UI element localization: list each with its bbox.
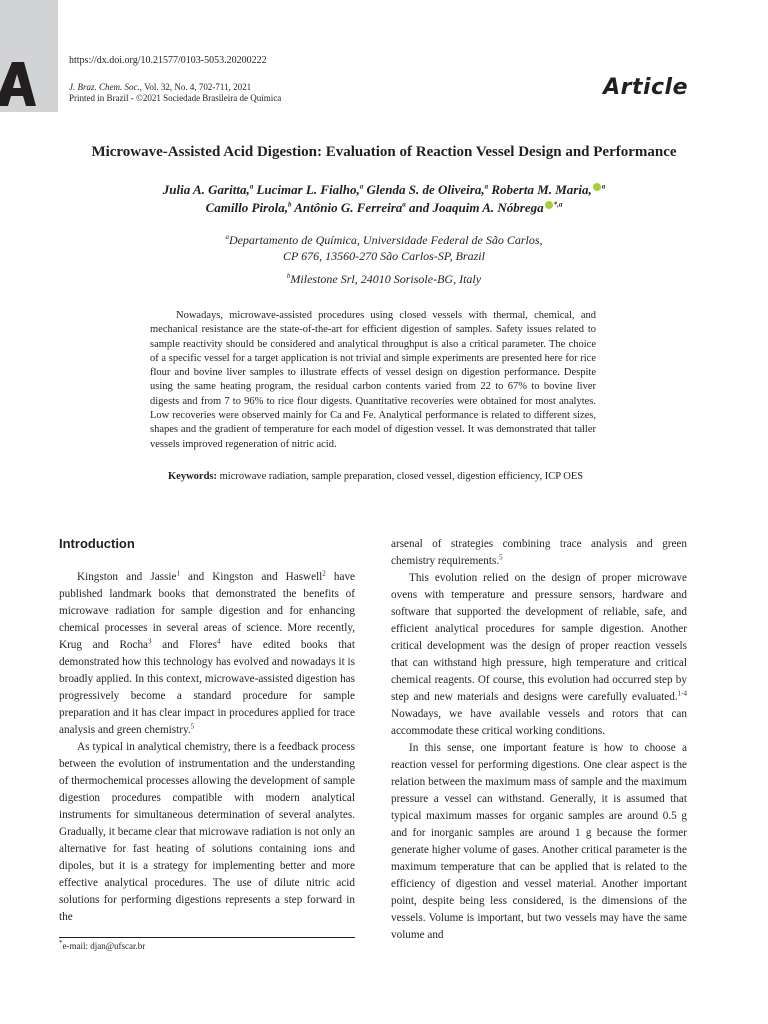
affiliation-a-line1: Departamento de Química, Universidade Federal de São Carlos, bbox=[228, 233, 543, 247]
affiliation-b bbox=[60, 271, 708, 287]
citation-marker: 5 bbox=[190, 722, 195, 731]
citation-marker: 2 bbox=[322, 569, 326, 578]
citation-marker: 3 bbox=[148, 637, 152, 646]
author-affiliation-marker: a bbox=[601, 182, 606, 191]
left-column bbox=[59, 569, 355, 926]
footnote bbox=[59, 941, 145, 951]
abstract bbox=[150, 309, 596, 452]
citation-marker: 5 bbox=[499, 553, 503, 562]
intro-paragraph-3: arsenal of strategies combining trace analysis and green chemistry requirements.$^5$ bbox=[391, 538, 687, 567]
footnote-email[interactable]: e-mail: djan@ufscar.br bbox=[62, 941, 146, 951]
author-name: Glenda S. de Oliveira, bbox=[366, 182, 485, 197]
footnote-marker: * bbox=[59, 939, 63, 947]
author-name: Antônio G. Ferreira bbox=[294, 200, 403, 215]
author-affiliation-marker: b bbox=[287, 200, 292, 209]
keywords bbox=[150, 470, 596, 484]
journal-logo-block bbox=[0, 0, 58, 112]
orcid-icon[interactable] bbox=[545, 201, 553, 209]
affiliation-b-marker: b bbox=[286, 272, 291, 280]
affiliation-a-marker: a bbox=[225, 233, 229, 241]
section-heading-introduction: Introduction bbox=[59, 536, 135, 551]
printed-line: Printed in Brazil - ©2021 Sociedade Brasileira de Química bbox=[69, 93, 282, 103]
author-affiliation-marker: a bbox=[484, 182, 489, 191]
footnote-divider bbox=[59, 937, 355, 938]
journal-name: J. Braz. Chem. Soc. bbox=[69, 82, 140, 92]
author-name: Lucimar L. Fialho, bbox=[256, 182, 360, 197]
citation-marker: 1 bbox=[176, 569, 180, 578]
author-name: Camillo Pirola, bbox=[205, 200, 288, 215]
author-affiliation-marker: *,a bbox=[553, 200, 563, 209]
citation-marker: 1-4 bbox=[677, 689, 687, 698]
journal-logo-a-icon bbox=[0, 62, 36, 106]
author-affiliation-marker: a bbox=[402, 200, 406, 209]
intro-paragraph-1: Kingston and Jassie$^1$ and Kingston and Haswell$^2$ have published landmark books that demonstrated the benefits of microwave radiation for sample digestion and for enhancing chemical processes in several areas of science. More recently, Krug and Rocha$^3$ and Flores$^4$ have edited books that demonstrated how this technology has evolved and nowadays it is broadly applied. In this context, microwave-assisted digestion has progressively become a standard procedure for sample preparation and it has clear impact in procedures applied for trace analysis and green chemistry.$^5$ bbox=[59, 569, 356, 736]
citation-marker: 4 bbox=[216, 637, 221, 646]
orcid-icon[interactable] bbox=[593, 183, 601, 191]
doi-link[interactable]: https://dx.doi.org/10.21577/0103-5053.20200222 bbox=[69, 55, 267, 66]
journal-citation bbox=[69, 82, 281, 104]
affiliation-a bbox=[60, 232, 708, 264]
article-type-label: Article bbox=[603, 75, 688, 100]
right-column bbox=[391, 536, 687, 944]
author-affiliation-marker: a bbox=[249, 182, 254, 191]
affiliation-b-line1: Milestone Srl, 24010 Sorisole-BG, Italy bbox=[290, 272, 482, 286]
intro-paragraph-5: In this sense, one important feature is how to choose a reaction vessel for performing digestions. One clear aspect is the relation between the maximum mass of sample and the maximum pressure a vessel can withstand. Generally, it is assumed that typical maximum masses for organic samples are around 0.5 g and for inorganic samples are around 1 g because the former generate higher volume of gases. Another critical parameter is the maximum temperature that can be applied that is related to the efficiency of digestion and vessel material. Another important point, despite being less considered, is the dimensions of the vessels. Volume is important, but two vessels may have the same volume and bbox=[391, 742, 687, 941]
keywords-label: Keywords: bbox=[168, 471, 217, 482]
intro-paragraph-4: This evolution relied on the design of proper microwave ovens with temperature and pressure sensors, hardware and software that supported the development of reliable, safe, and efficient analytical procedures for sample digestion. Another critical development was the design of proper reaction vessels that can withstand high pressure, high temperature and critical chemical reagents. Of course, this evolution had occurred step by step and new materials and designs were carefully evaluated.$^{1-4}$ Nowadays, we have available vessels and rotors that can accommodate these critical working conditions. bbox=[391, 572, 687, 737]
author-name: Joaquim A. Nóbrega bbox=[432, 200, 544, 215]
journal-details: , Vol. 32, No. 4, 702-711, 2021 bbox=[139, 82, 252, 92]
author-affiliation-marker: a bbox=[359, 182, 364, 191]
author-name: Roberta M. Maria, bbox=[491, 182, 592, 197]
author-list bbox=[60, 181, 708, 217]
abstract-text: Nowadays, microwave-assisted procedures using closed vessels with thermal, chemical, and mechanical resistance are the state-of-the-art for efficient digestion of samples. Safety issues related to sample reactivity should be considered and analytical throughput is also a critical parameter. The choice of a specific vessel for a target application is not trivial and simple experiments are presented here for rice flour and bovine liver samples to illustrate effects of vessel design on digestion performance. Despite using the same heating program, the residual carbon contents varied from 22 to 67% to bovine liver digests and from 7 to 96% to rice flour digests. Quantitative recoveries were obtained for most analytes. Low recoveries were observed mainly for Ca and Fe. Analytical performance is related to different sizes, shapes and the gradient of temperature for each model of digestion vessel. It was demonstrated that taller vessels improved regeneration of nitric acid. bbox=[150, 310, 596, 450]
author-name: and bbox=[409, 200, 430, 215]
author-name: Julia A. Garitta, bbox=[162, 182, 250, 197]
affiliation-a-line2: CP 676, 13560-270 São Carlos-SP, Brazil bbox=[283, 249, 485, 263]
paper-title: Microwave-Assisted Acid Digestion: Evaluation of Reaction Vessel Design and Performance bbox=[91, 144, 677, 160]
keywords-text: microwave radiation, sample preparation, closed vessel, digestion efficiency, ICP OES bbox=[217, 471, 584, 482]
intro-paragraph-2: As typical in analytical chemistry, there is a feedback process between the evolution of instrumentation and the understanding of thermochemical processes allowing the development of sample digestion procedures compatible with modern analytical instruments for simultaneous determination of several analytes. Gradually, it became clear that microwave radiation is not only an alternative for fast heating of solutions containing ions and dipoles, but it is a strategy for implementing better and more effective analytical procedures. The use of dilute nitric acid solutions for performing digestions represents a step forward in the bbox=[59, 741, 355, 923]
